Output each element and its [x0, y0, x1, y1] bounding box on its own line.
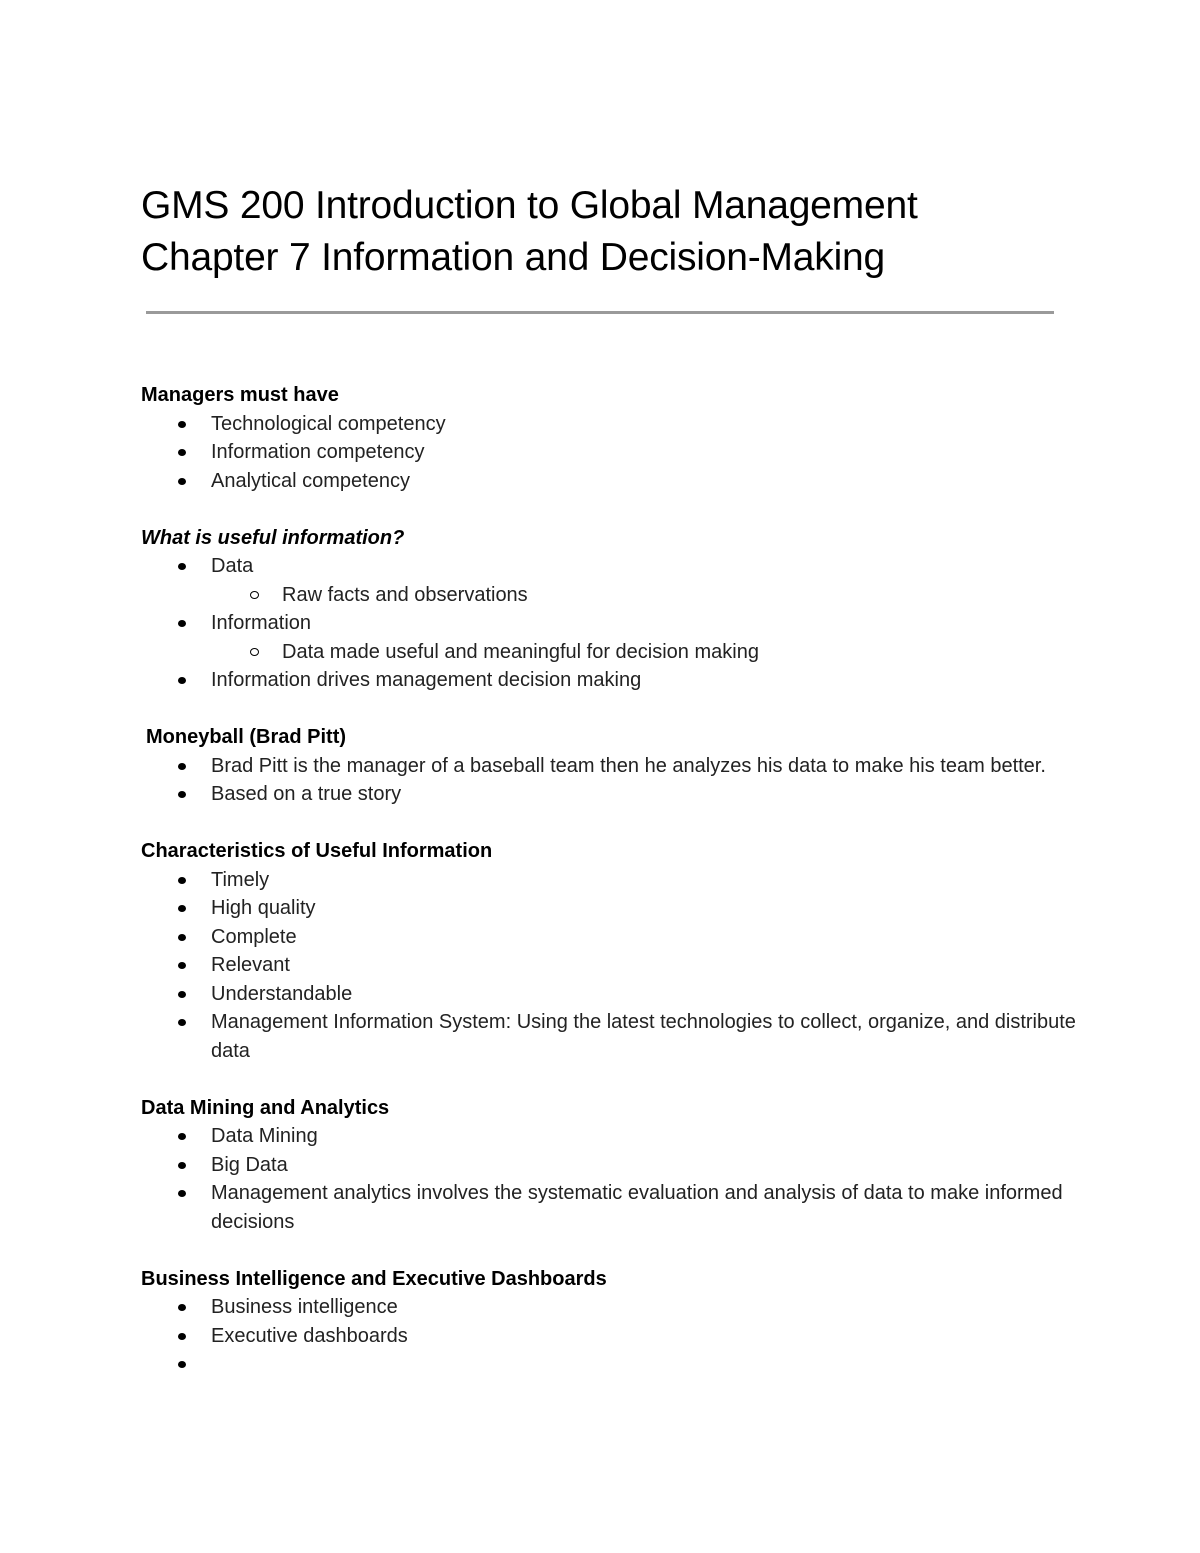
sub-list-item-text: Raw facts and observations — [282, 583, 528, 606]
section-heading: Data Mining and Analytics — [141, 1096, 390, 1119]
bullet-icon — [178, 1133, 186, 1140]
list-item-text: Big Data — [211, 1153, 288, 1176]
list-item-text: Relevant — [211, 954, 290, 976]
section-managers-must-have — [141, 381, 1081, 495]
section-characteristics — [141, 837, 1081, 1065]
list-item — [141, 866, 1081, 895]
bullet-list — [141, 1293, 1081, 1379]
sub-list-item-text: Data made useful and meaningful for decision making — [282, 640, 759, 663]
list-item-nested-container — [141, 581, 1081, 610]
sub-list-item — [211, 581, 1081, 610]
list-item — [141, 980, 1081, 1009]
sub-list-item — [211, 638, 1081, 667]
bullet-icon — [178, 620, 186, 627]
spacer — [141, 1236, 1081, 1265]
list-item — [141, 1322, 1081, 1351]
list-item-text: Brad Pitt is the manager of a baseball team then he analyzes his data to make his team better. — [211, 754, 1046, 777]
spacer — [141, 1065, 1081, 1094]
section-heading: What is useful information? — [141, 526, 405, 549]
list-item-text: Information — [211, 612, 312, 634]
bullet-icon — [178, 905, 186, 912]
list-item-text: Management analytics involves the systematic evaluation and analysis of data to make informed decisions — [211, 1182, 1063, 1233]
spacer — [141, 809, 1081, 838]
section-useful-information — [141, 524, 1081, 695]
bullet-list — [141, 752, 1081, 809]
bullet-icon — [178, 1019, 186, 1026]
section-heading: Moneyball (Brad Pitt) — [146, 726, 347, 748]
bullet-icon — [178, 449, 186, 456]
list-item — [141, 780, 1081, 809]
bullet-icon — [178, 934, 186, 941]
list-item — [141, 1122, 1081, 1151]
list-item — [141, 1008, 1081, 1065]
list-item-nested-container — [141, 638, 1081, 667]
bullet-icon — [178, 991, 186, 998]
list-item-text: Information competency — [211, 441, 425, 463]
list-item-text: Timely — [211, 868, 270, 891]
hollow-bullet-icon — [250, 648, 259, 656]
list-item — [141, 752, 1081, 781]
section-moneyball — [141, 723, 1081, 809]
list-item — [141, 894, 1081, 923]
spacer — [141, 495, 1081, 524]
bullet-icon — [178, 1190, 186, 1197]
list-item — [141, 1293, 1081, 1322]
list-item-text: Information drives management decision making — [211, 669, 642, 691]
sub-bullet-list — [211, 581, 1081, 610]
list-item-text: Management Information System: Using the latest technologies to collect, organize, and distribute data — [211, 1011, 1076, 1062]
bullet-icon — [178, 877, 186, 884]
title-line-1: GMS 200 Introduction to Global Management — [141, 184, 918, 227]
list-item-text: Analytical competency — [211, 469, 410, 492]
list-item — [141, 438, 1081, 467]
bullet-icon — [178, 563, 186, 570]
bullet-list — [141, 1122, 1081, 1236]
list-item — [141, 1151, 1081, 1180]
section-heading: Characteristics of Useful Information — [141, 840, 493, 862]
list-item-text: Business intelligence — [211, 1296, 398, 1318]
section-business-intelligence — [141, 1265, 1081, 1379]
bullet-icon — [178, 1333, 186, 1340]
spacer — [141, 695, 1081, 724]
list-item — [141, 410, 1081, 439]
list-item — [141, 923, 1081, 952]
section-heading: Managers must have — [141, 384, 339, 406]
section-heading: Business Intelligence and Executive Dashboards — [141, 1267, 607, 1290]
list-item-text: Understandable — [211, 982, 353, 1005]
bullet-icon — [178, 791, 186, 798]
list-item-text: Executive dashboards — [211, 1324, 408, 1347]
bullet-icon — [178, 1162, 186, 1169]
title-line-2: Chapter 7 Information and Decision-Making — [141, 236, 886, 279]
horizontal-divider — [146, 311, 1054, 314]
list-item — [141, 467, 1081, 496]
bullet-list — [141, 866, 1081, 1066]
list-item-text: Data Mining — [211, 1125, 318, 1147]
sub-bullet-list — [211, 638, 1081, 667]
list-item-text: High quality — [211, 897, 316, 919]
bullet-icon — [178, 1304, 186, 1311]
bullet-icon — [178, 677, 186, 684]
bullet-icon — [178, 421, 186, 428]
section-data-mining — [141, 1094, 1081, 1237]
bullet-list — [141, 552, 1081, 695]
bullet-icon — [178, 478, 186, 485]
bullet-icon — [178, 962, 186, 969]
bullet-icon — [178, 1361, 186, 1368]
document-title — [141, 180, 1081, 284]
list-item-text: Complete — [211, 925, 297, 948]
list-item — [141, 552, 1081, 581]
list-item — [141, 666, 1081, 695]
list-item — [141, 609, 1081, 638]
document-body — [141, 381, 1081, 1379]
list-item-text: Based on a true story — [211, 783, 402, 805]
list-item-text: Data — [211, 555, 254, 577]
list-item — [141, 1179, 1081, 1236]
list-item-empty — [141, 1350, 1081, 1379]
hollow-bullet-icon — [250, 591, 259, 599]
list-item — [141, 951, 1081, 980]
bullet-list — [141, 410, 1081, 496]
list-item-text: Technological competency — [211, 412, 446, 435]
bullet-icon — [178, 763, 186, 770]
